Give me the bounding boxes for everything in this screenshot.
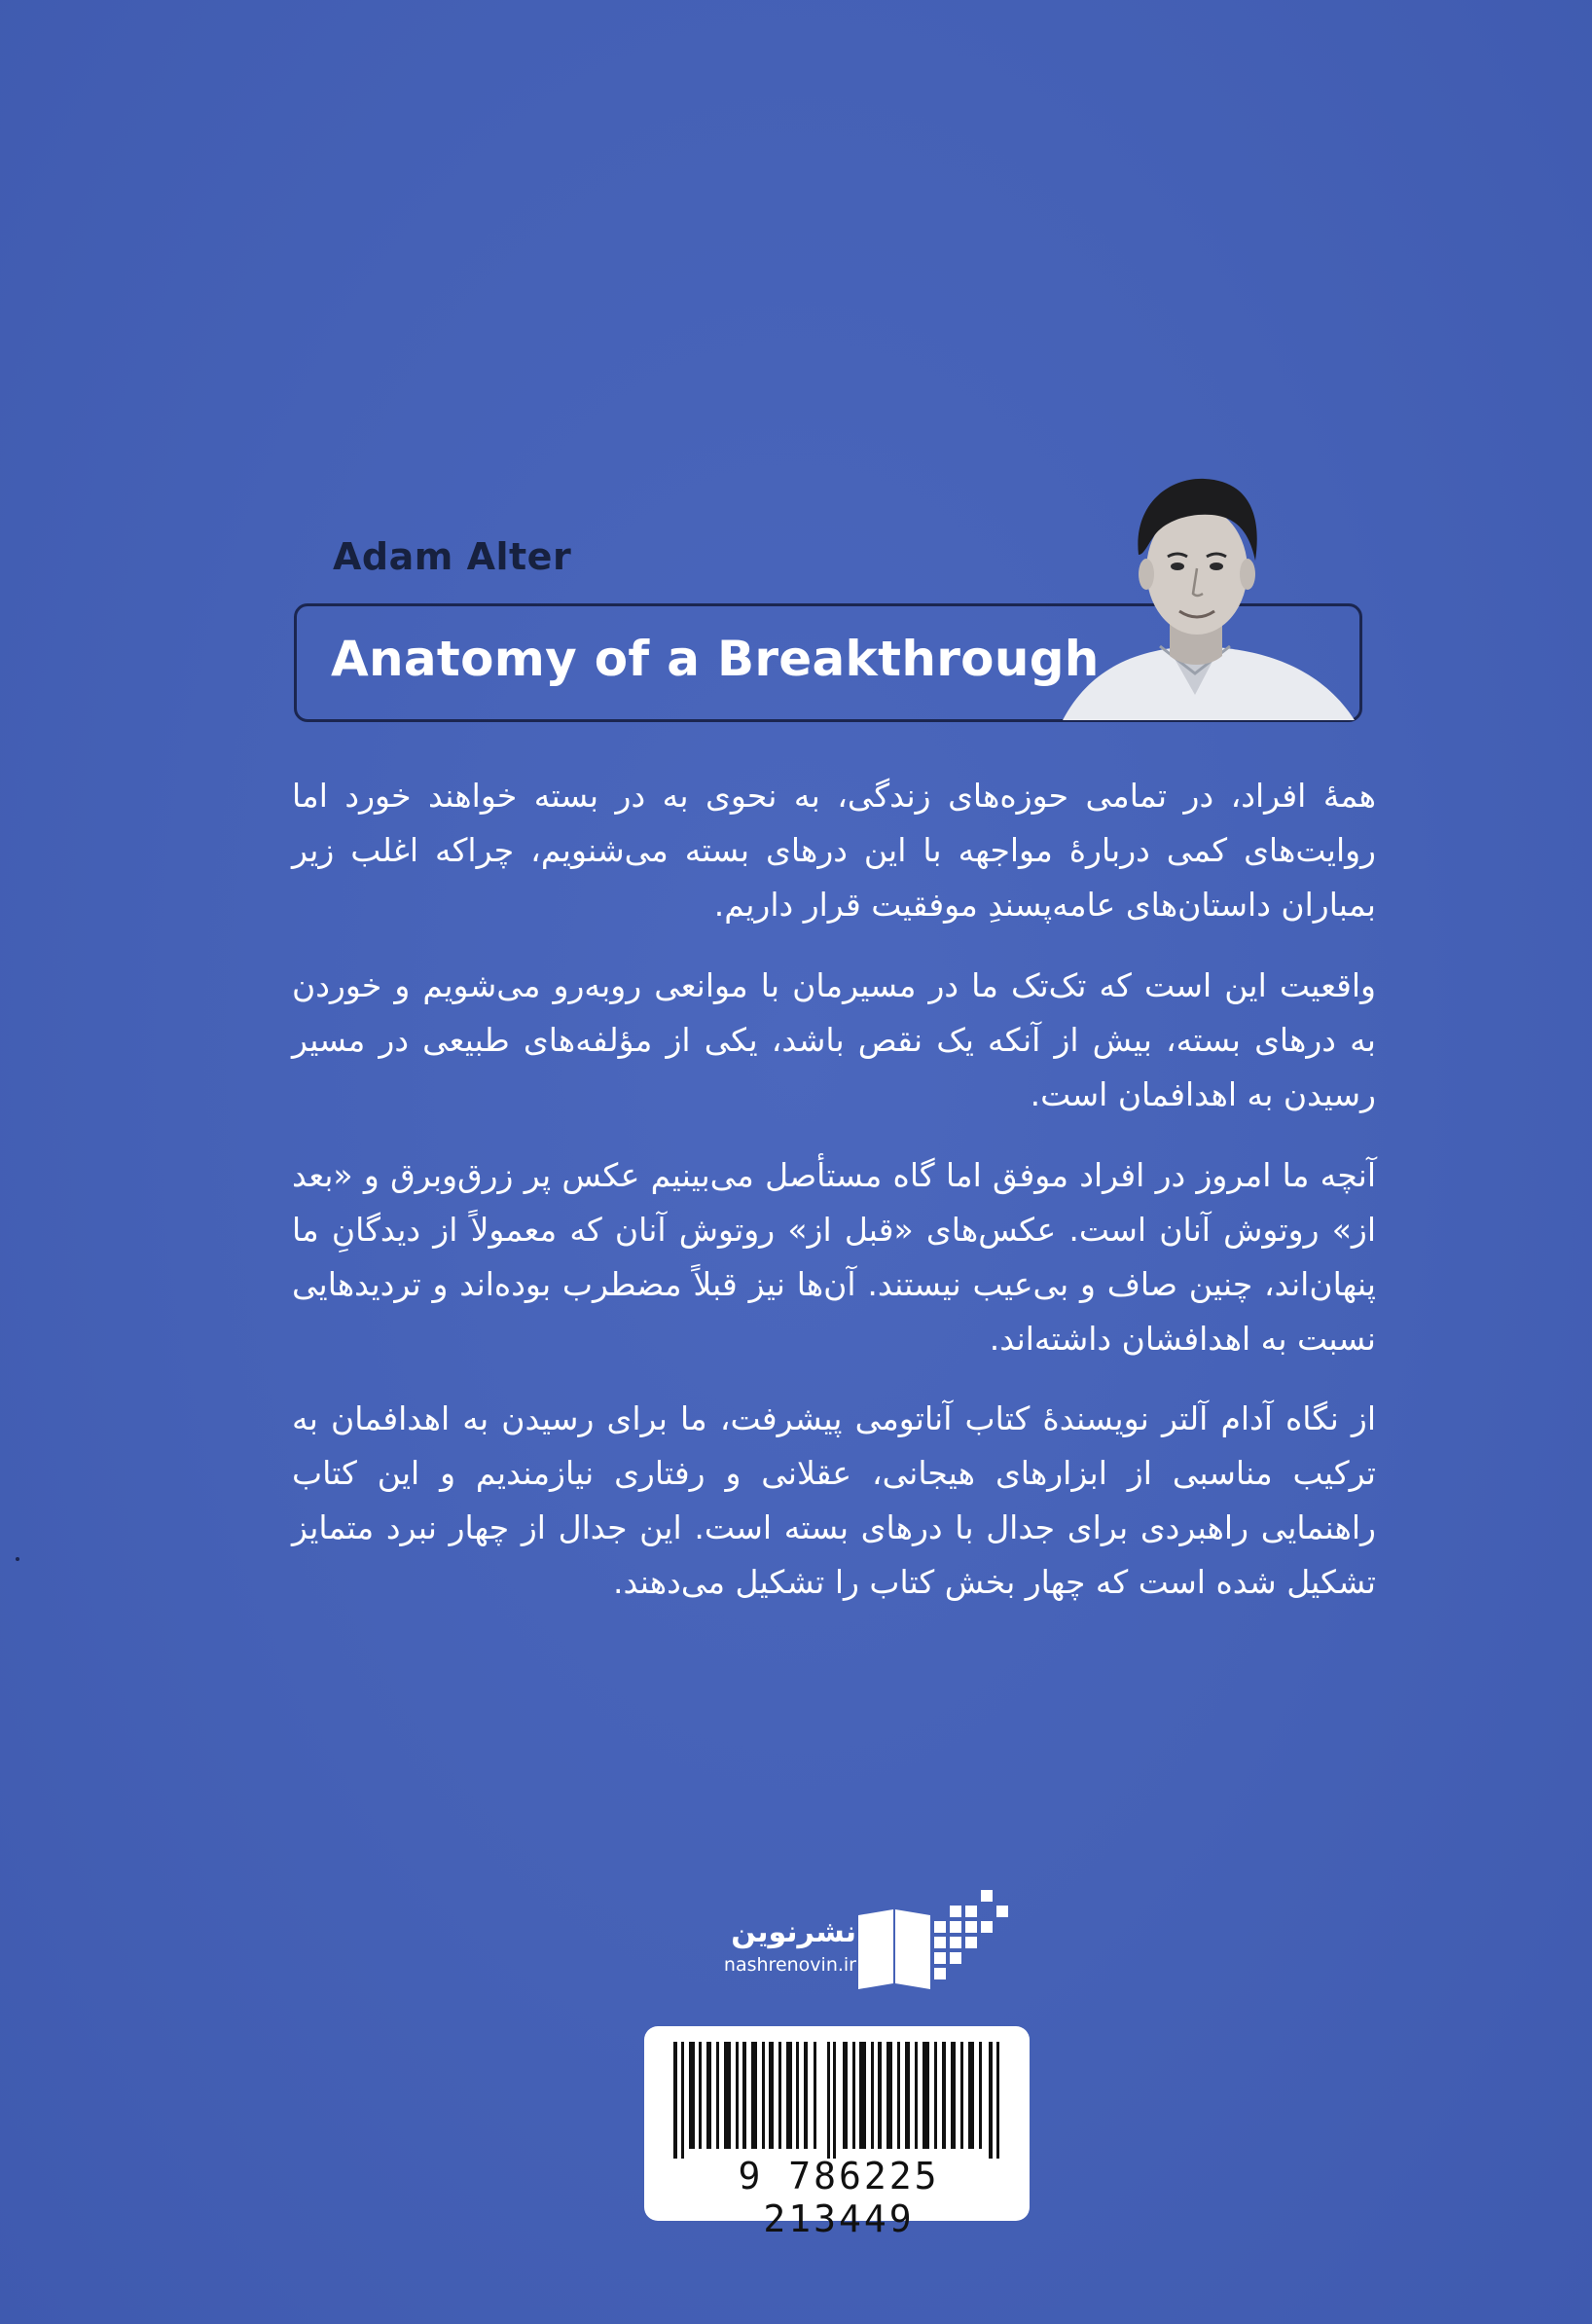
paragraph-text: همهٔ افراد، در تمامی حوزه‌های زندگی، به نحوی به در بسته خواهند خورد اما روایت‌های کمی دربارهٔ مواجهه با این درهای بسته می‌شنویم، چراکه اغلب زیر بمباران داستان‌های عامه‌پسندِ موفقیت قرار داریم.: [292, 777, 1376, 924]
isbn-number: 9 786225 213449: [738, 2155, 940, 2240]
blurb-paragraph-2: [292, 959, 1376, 1122]
paragraph-text: واقعیت این است که تک‌تک ما در مسیرمان با موانعی روبه‌رو می‌شویم و خوردن به درهای بسته، بیش از آنکه یک نقص باشد، یکی از مؤلفه‌های طبیعی در مسیر رسیدن به اهدافمان است.: [292, 966, 1376, 1113]
print-speck: [16, 1557, 19, 1561]
paragraph-text: آنچه ما امروز در افراد موفق اما گاه مستأصل می‌بینیم عکس پر زرق‌وبرق و «بعد از» روتوش آنان است. عکس‌های «قبل از» روتوش آنان که معمولاً از دیدگانِ ما پنهان‌اند، چنین صاف و بی‌عیب نیستند. آن‌ها نیز قبلاً مضطرب بوده‌اند و تردیدهایی نسبت به اهدافشان داشته‌اند.: [292, 1156, 1376, 1358]
paragraph-text: از نگاه آدام آلتر نویسندهٔ کتاب آناتومی پیشرفت، ما برای رسیدن به اهدافمان به ترکیب مناسبی از ابزارهای هیجانی، عقلانی و رفتاری نیازمندیم و این کتاب راهنمایی راهبردی برای جدال با درهای بسته است. این جدال از چهار نبرد متمایز تشکیل شده است که چهار بخش کتاب را تشکیل می‌دهند.: [292, 1399, 1376, 1601]
publisher-name: نشرنوین: [731, 1915, 856, 1949]
author-name: Adam Alter: [333, 535, 572, 578]
blurb-paragraph-1: [292, 769, 1376, 932]
book-title: Anatomy of a Breakthrough: [331, 631, 1100, 687]
blurb-paragraph-4: [292, 1392, 1376, 1610]
publisher-website: nashrenovin.ir: [723, 1954, 856, 1976]
author-portrait-icon: [1024, 465, 1370, 720]
blurb-paragraph-3: [292, 1148, 1376, 1366]
barcode-icon: [671, 2042, 1002, 2159]
